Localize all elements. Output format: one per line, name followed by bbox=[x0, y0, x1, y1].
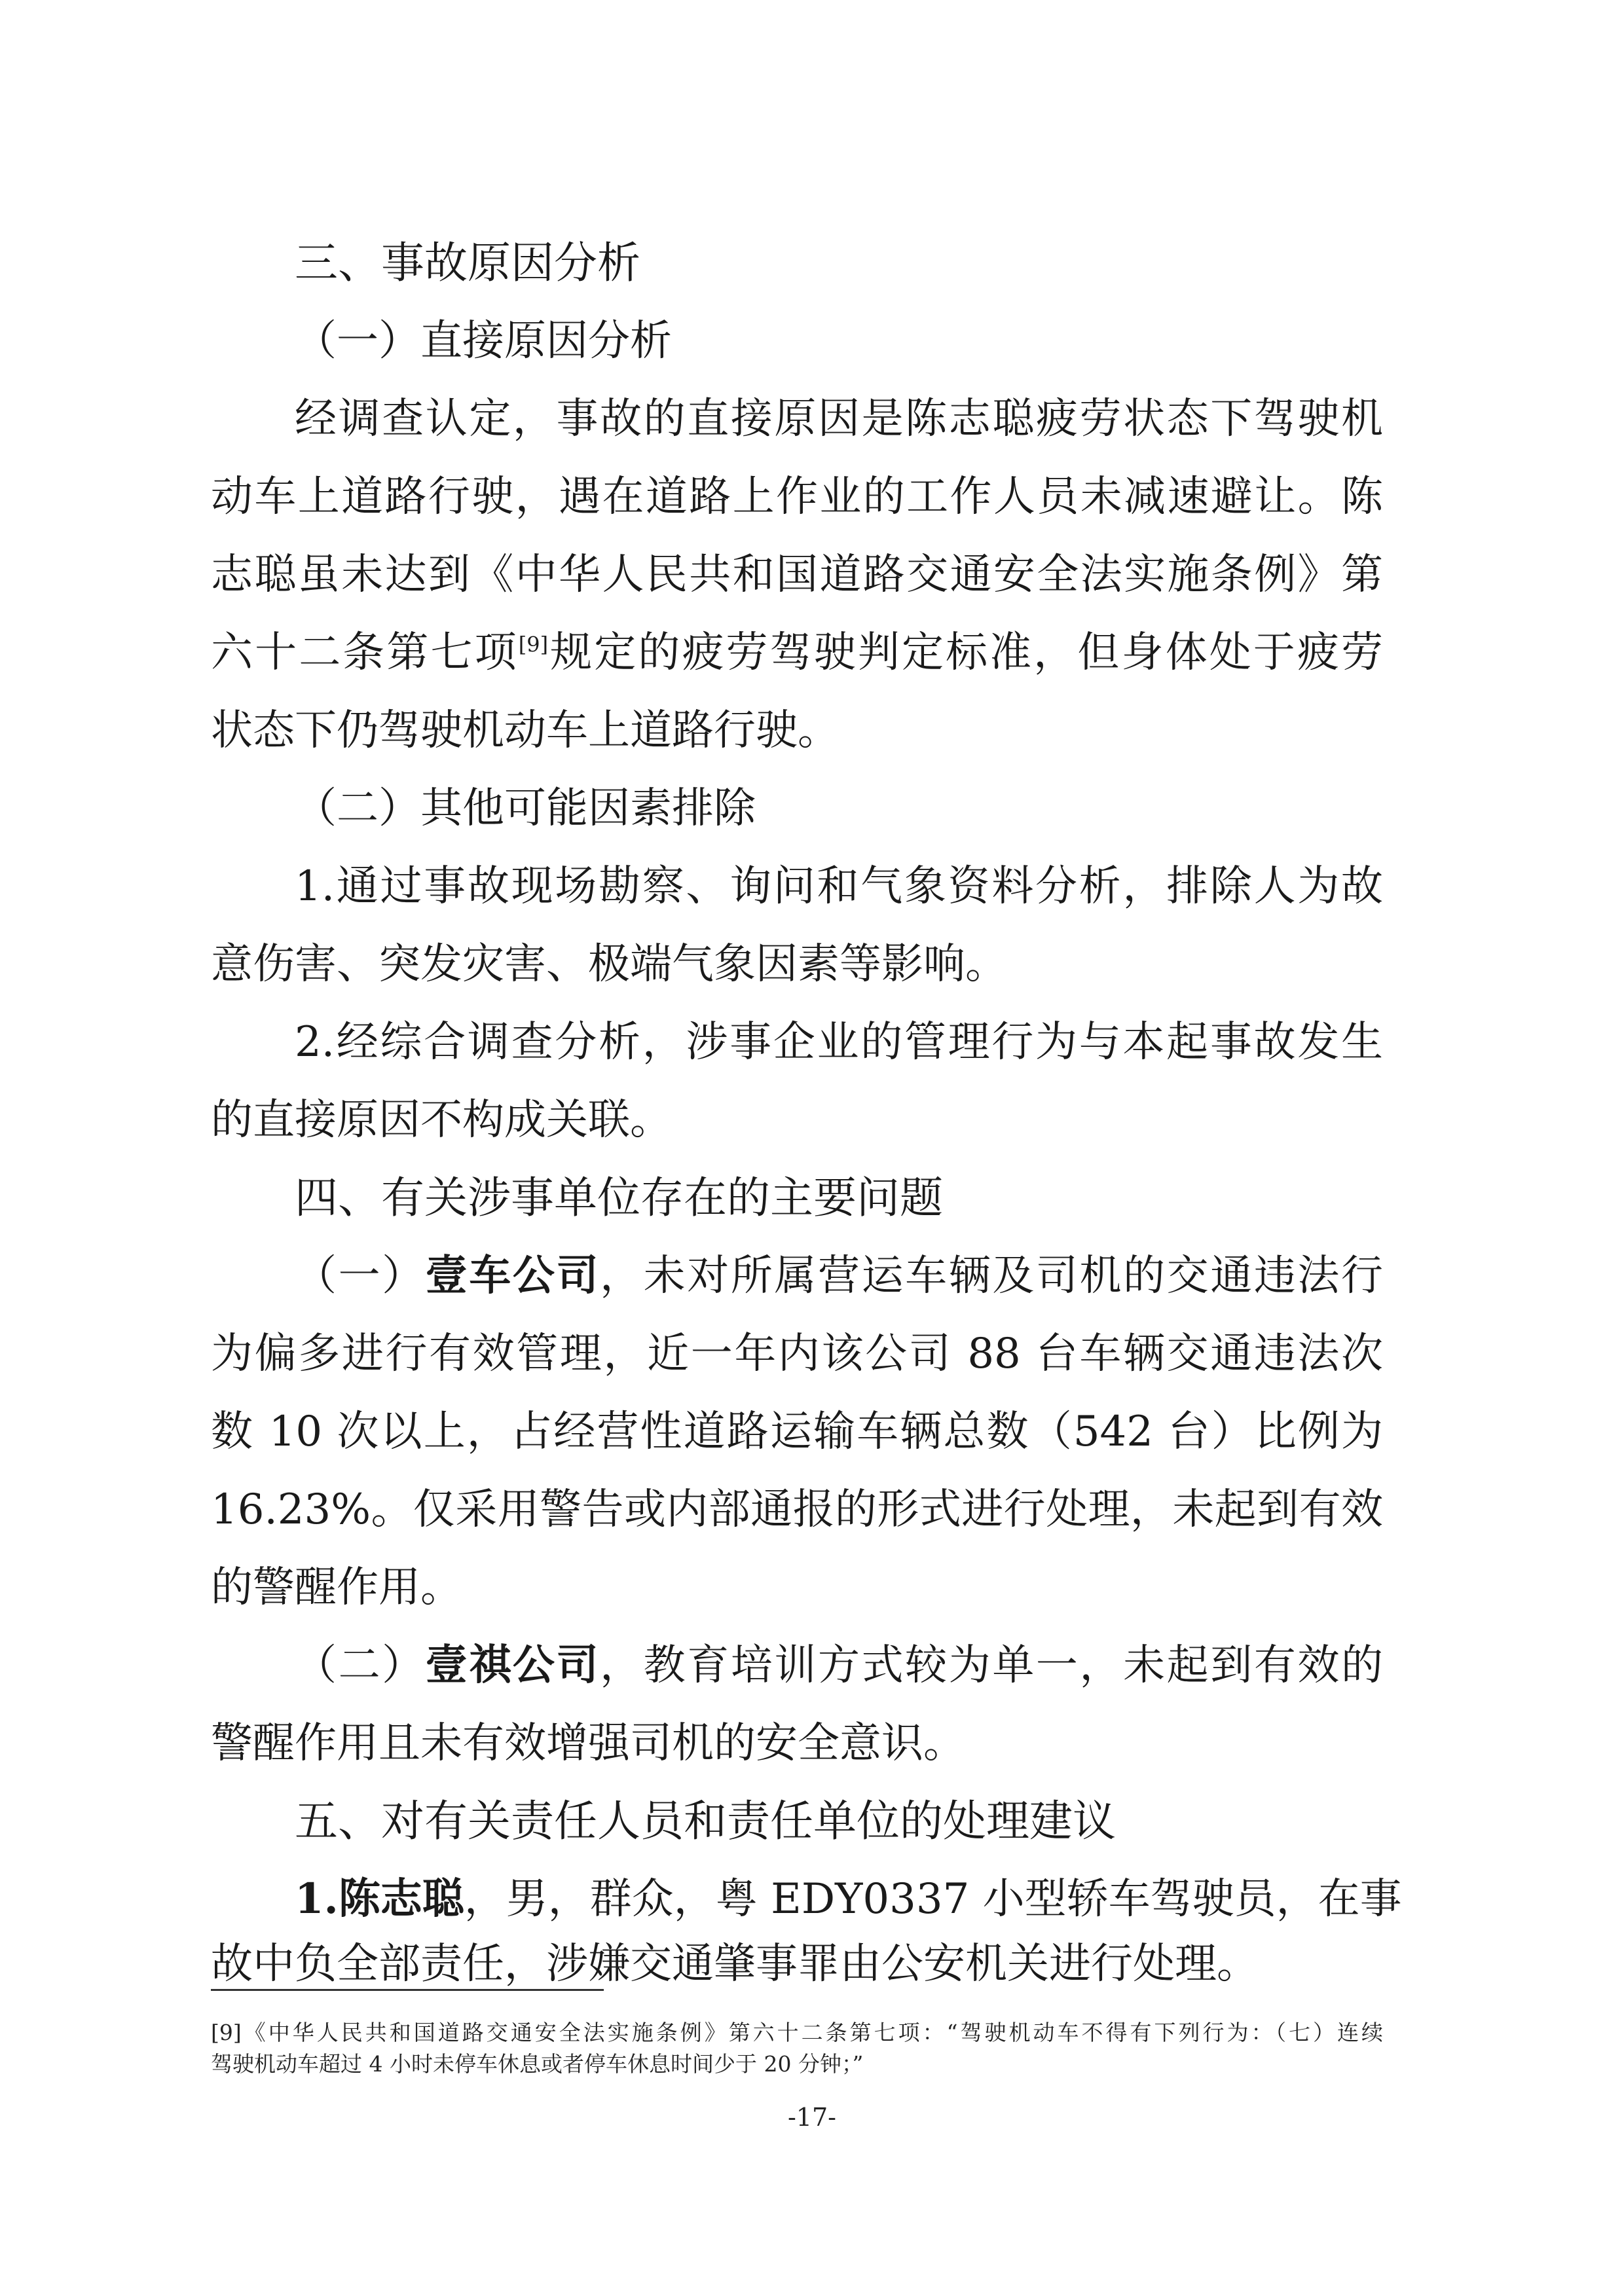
paragraph-line: 1.通过事故现场勘察、询问和气象资料分析，排除人为故 bbox=[295, 862, 1383, 911]
paragraph-line: 为偏多进行有效管理，近一年内该公司 88 台车辆交通违法次 bbox=[211, 1330, 1383, 1378]
paragraph-line: 的直接原因不构成关联。 bbox=[211, 1096, 672, 1144]
paragraph-line: 志聪虽未达到《中华人民共和国道路交通安全法实施条例》第 bbox=[211, 551, 1383, 599]
company-name: 壹车公司 bbox=[425, 1251, 600, 1300]
paragraph-line: 2.经综合调查分析，涉事企业的管理行为与本起事故发生 bbox=[295, 1018, 1383, 1066]
paragraph-line bbox=[295, 1250, 1383, 1302]
footnote-line: 驾驶机动车超过 4 小时未停车休息或者停车休息时间少于 20 分钟；” bbox=[211, 2051, 864, 2077]
footnote-divider bbox=[211, 1989, 604, 1991]
company-name: 壹祺公司 bbox=[425, 1641, 600, 1690]
paragraph-line: 警醒作用且未有效增强司机的安全意识。 bbox=[211, 1719, 965, 1768]
paragraph-text: ，男，群众，粤 EDY0337 小型轿车驾驶员，在事 bbox=[464, 1875, 1402, 1923]
section-heading-4: 四、有关涉事单位存在的主要问题 bbox=[295, 1173, 943, 1223]
subsection-heading-exclusion: （二）其他可能因素排除 bbox=[295, 784, 756, 833]
paragraph-line: 16.23%。仅采用警告或内部通报的形式进行处理，未起到有效 bbox=[211, 1485, 1383, 1534]
paragraph-line: 故中负全部责任，涉嫌交通肇事罪由公安机关进行处理。 bbox=[211, 1940, 1259, 1988]
paragraph-line: 的警醒作用。 bbox=[211, 1563, 462, 1612]
paragraph-text: ，未对所属营运车辆及司机的交通违法行 bbox=[600, 1252, 1384, 1300]
paragraph-line: 经调查认定，事故的直接原因是陈志聪疲劳状态下驾驶机 bbox=[295, 395, 1383, 443]
paragraph-text: 规定的疲劳驾驶判定标准，但身体处于疲劳 bbox=[548, 629, 1383, 677]
paragraph-line bbox=[211, 627, 1383, 679]
section-heading-3: 三、事故原因分析 bbox=[295, 238, 640, 288]
paragraph-line: 动车上道路行驶，遇在道路上作业的工作人员未减速避让。陈 bbox=[211, 473, 1383, 521]
paragraph-line bbox=[295, 1873, 1402, 1925]
paragraph-line: 状态下仍驾驶机动车上道路行驶。 bbox=[211, 706, 840, 755]
page-number: -17- bbox=[787, 2103, 837, 2132]
subsection-heading-direct-cause: （一）直接原因分析 bbox=[295, 317, 672, 365]
list-prefix: （二） bbox=[295, 1641, 426, 1690]
paragraph-line: 意伤害、突发灾害、极端气象因素等影响。 bbox=[211, 940, 1007, 989]
paragraph-line bbox=[295, 1639, 1383, 1692]
paragraph-text: 六十二条第七项 bbox=[211, 629, 519, 677]
paragraph-text: ，教育培训方式较为单一，未起到有效的 bbox=[600, 1641, 1384, 1690]
list-prefix: （一） bbox=[295, 1252, 426, 1300]
person-name: 1.陈志聪 bbox=[295, 1874, 464, 1923]
footnote-reference: [9] bbox=[518, 632, 549, 657]
paragraph-line: 数 10 次以上，占经营性道路运输车辆总数（542 台）比例为 bbox=[211, 1408, 1383, 1456]
footnote-line: [9]《中华人民共和国道路交通安全法实施条例》第六十二条第七项：“驾驶机动车不得有下列行为：（七）连续 bbox=[211, 2020, 1383, 2045]
section-heading-5: 五、对有关责任人员和责任单位的处理建议 bbox=[295, 1796, 1116, 1846]
